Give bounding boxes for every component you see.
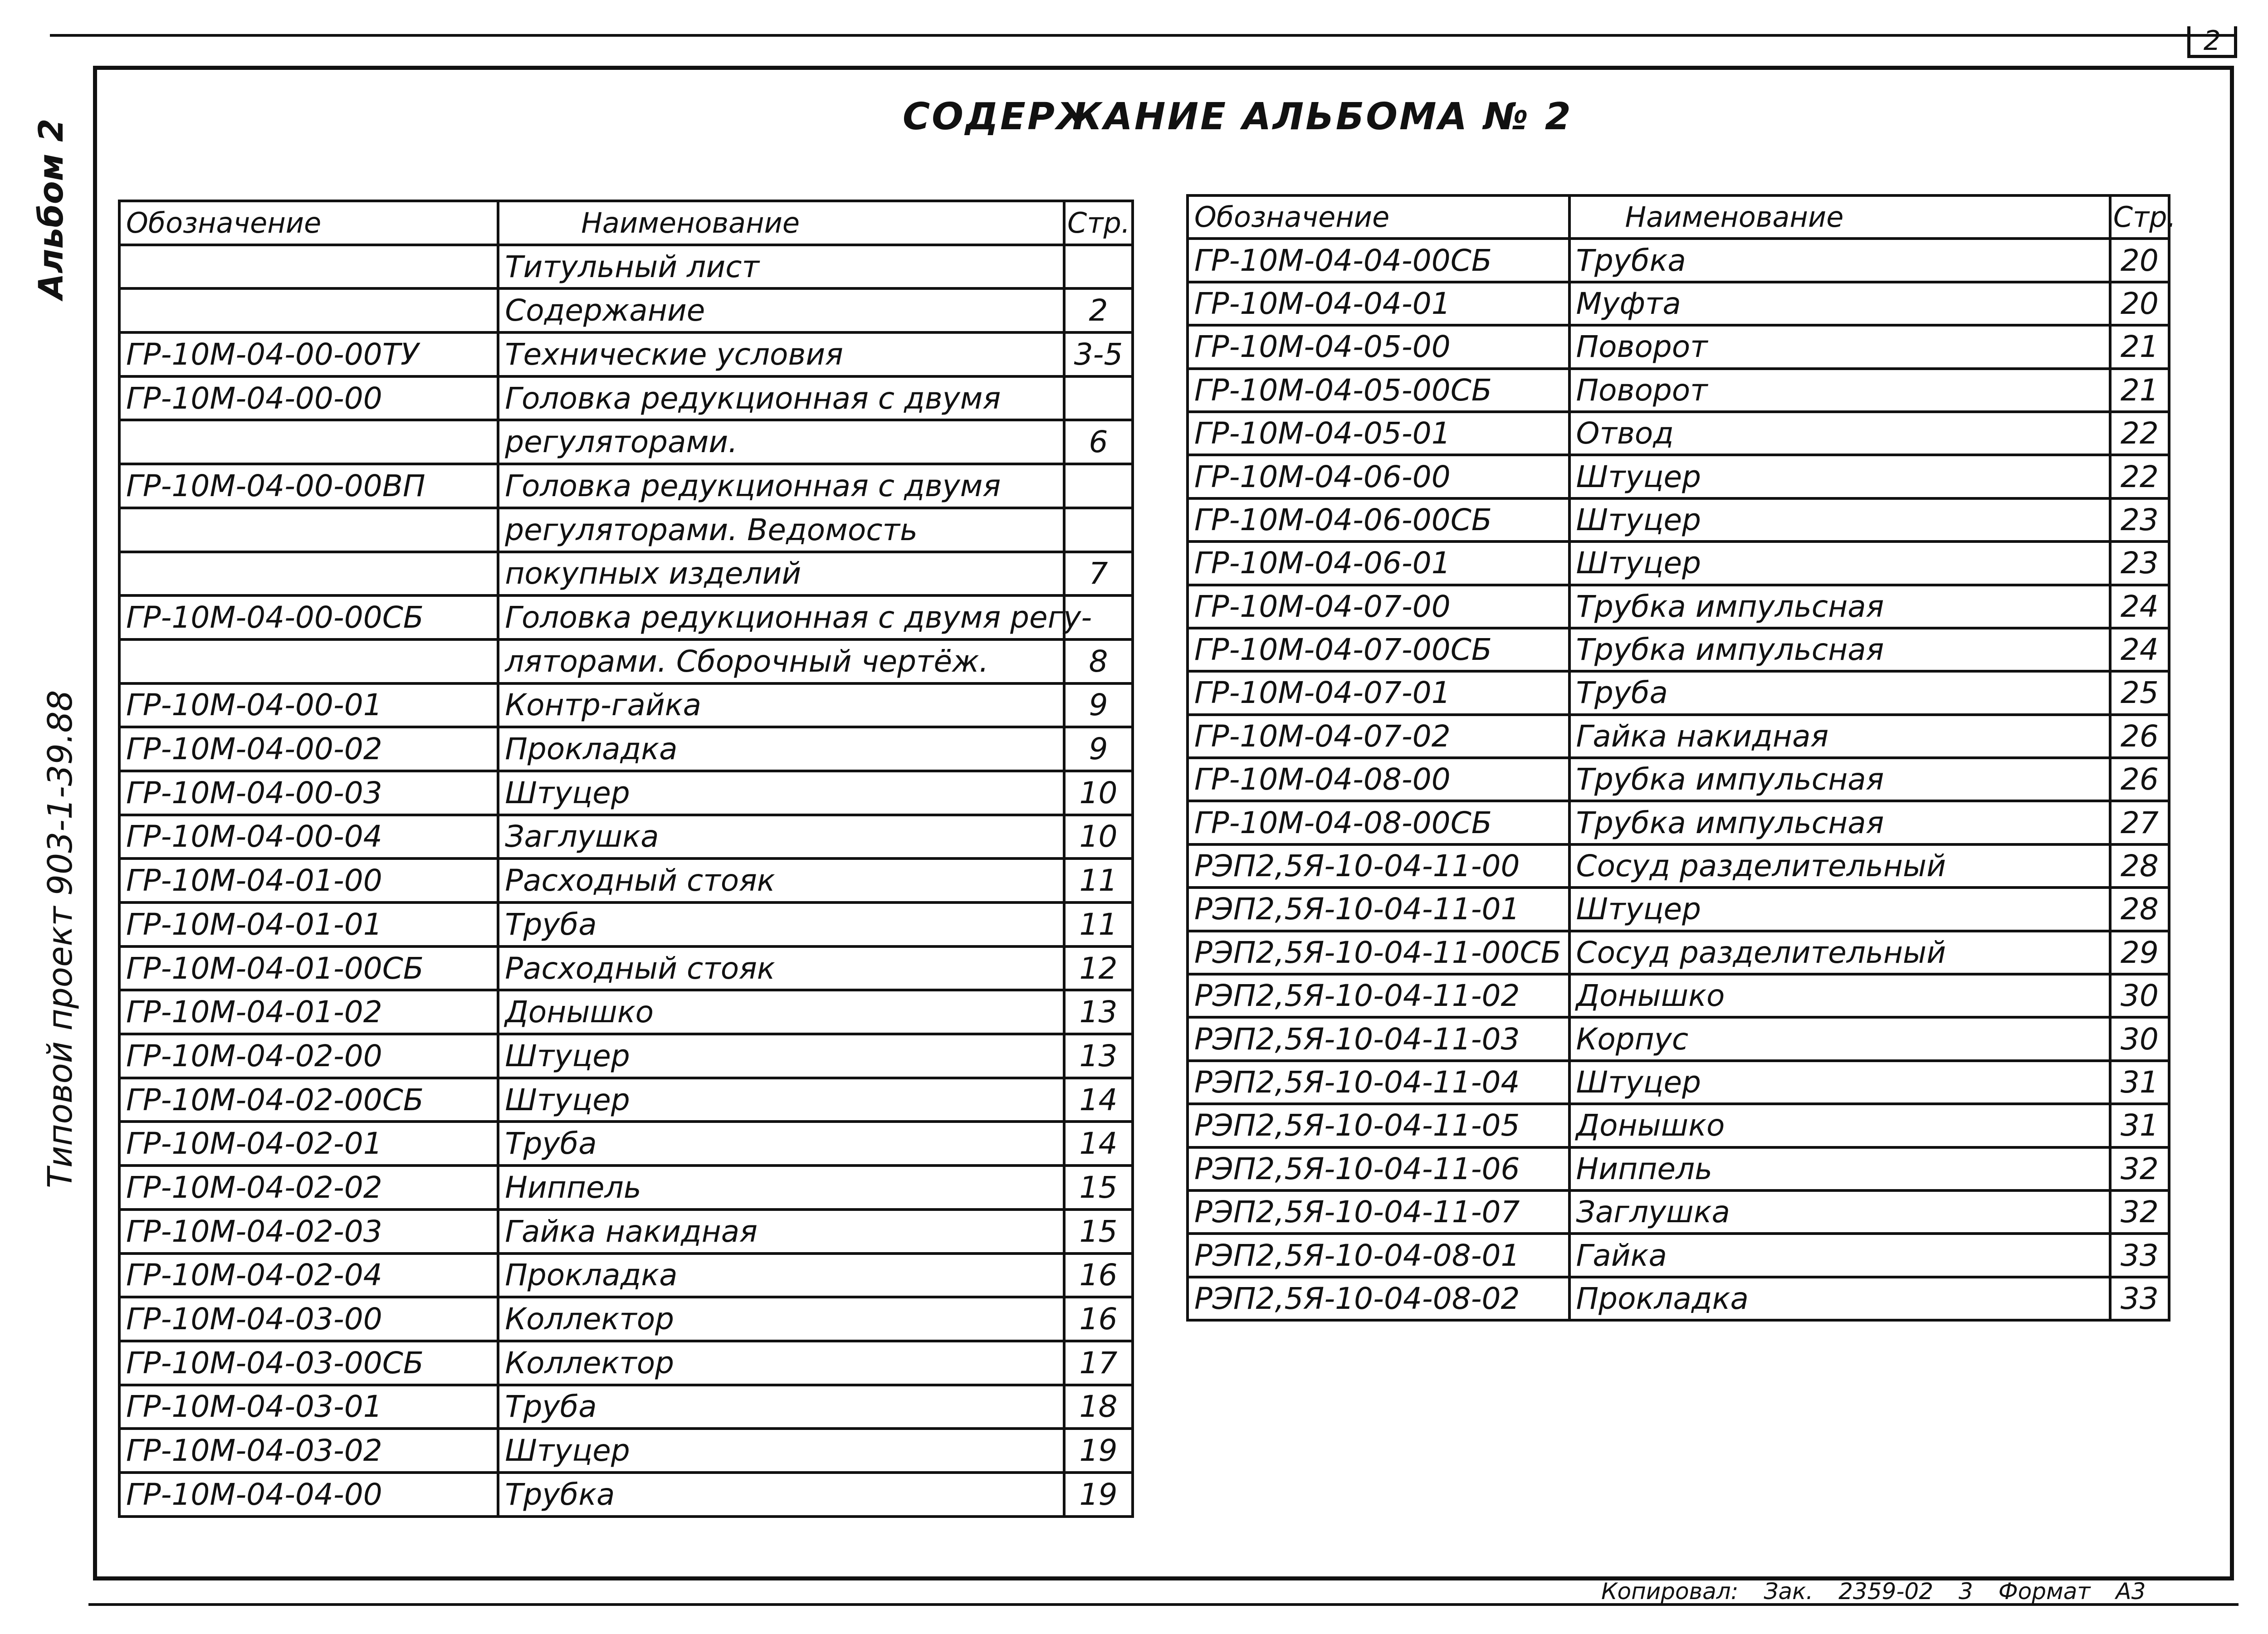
table-row: [119, 639, 1133, 683]
table-row: [1188, 498, 2169, 541]
table-row: [1188, 1104, 2169, 1147]
row-page: 20: [2110, 282, 2169, 325]
row-name: Труба: [498, 1385, 1064, 1429]
table-row: [119, 1254, 1133, 1297]
row-page: 15: [1064, 1210, 1133, 1254]
row-name: Гайка накидная: [498, 1210, 1064, 1254]
row-designation: ГР-10М-04-00-00: [119, 376, 498, 420]
row-page: 6: [1064, 420, 1133, 464]
table-row: [119, 946, 1133, 990]
row-name: Коллектор: [498, 1341, 1064, 1385]
row-designation: ГР-10М-04-03-02: [119, 1429, 498, 1473]
table-row: [119, 508, 1133, 552]
row-designation: ГР-10М-04-04-00СБ: [1188, 239, 1569, 282]
row-page: 26: [2110, 758, 2169, 801]
row-name: покупных изделий: [498, 552, 1064, 596]
table-row: [119, 858, 1133, 902]
row-page: 28: [2110, 888, 2169, 931]
row-name: Головка редукционная с двумя: [498, 376, 1064, 420]
row-page: 17: [1064, 1341, 1133, 1385]
row-name: Штуцер: [1569, 1061, 2110, 1104]
table-row: [1188, 931, 2169, 974]
table-row: [119, 420, 1133, 464]
row-page: 32: [2110, 1147, 2169, 1190]
row-designation: ГР-10М-04-06-00: [1188, 455, 1569, 498]
row-page: 31: [2110, 1061, 2169, 1104]
row-name: Сосуд разделительный: [1569, 844, 2110, 888]
table-header-row: [1188, 195, 2169, 239]
row-designation: [119, 288, 498, 332]
row-name: Гайка: [1569, 1234, 2110, 1277]
table-row: [1188, 671, 2169, 714]
row-name: Прокладка: [498, 727, 1064, 771]
row-name: Отвод: [1569, 412, 2110, 455]
table-row: [1188, 282, 2169, 325]
table-row: [119, 552, 1133, 596]
table-row: [1188, 888, 2169, 931]
row-designation: ГР-10М-04-00-00ВП: [119, 464, 498, 508]
row-name: Трубка импульсная: [1569, 801, 2110, 844]
header-name: Наименование: [1569, 195, 2110, 239]
footer-order: Зак. 2359-02: [1764, 1578, 1934, 1605]
row-designation: ГР-10М-04-08-00: [1188, 758, 1569, 801]
row-page: 18: [1064, 1385, 1133, 1429]
page-title: СОДЕРЖАНИЕ АЛЬБОМА № 2: [903, 95, 1573, 138]
row-designation: ГР-10М-04-03-00СБ: [119, 1341, 498, 1385]
row-designation: [119, 420, 498, 464]
row-name: Труба: [498, 902, 1064, 946]
row-designation: [119, 245, 498, 289]
row-name: Поворот: [1569, 325, 2110, 368]
row-designation: ГР-10М-04-02-02: [119, 1166, 498, 1210]
row-designation: ГР-10М-04-01-01: [119, 902, 498, 946]
row-page: 33: [2110, 1234, 2169, 1277]
row-page: [1064, 508, 1133, 552]
row-designation: РЭП2,5Я-10-04-11-02: [1188, 974, 1569, 1017]
row-page: 19: [1064, 1429, 1133, 1473]
row-designation: ГР-10М-04-02-00СБ: [119, 1078, 498, 1122]
row-designation: ГР-10М-04-01-02: [119, 990, 498, 1034]
table-row: [1188, 585, 2169, 628]
row-name: Штуцер: [498, 1429, 1064, 1473]
row-designation: ГР-10М-04-02-03: [119, 1210, 498, 1254]
row-name: регуляторами. Ведомость: [498, 508, 1064, 552]
row-page: 31: [2110, 1104, 2169, 1147]
row-name: Расходный стояк: [498, 946, 1064, 990]
row-designation: ГР-10М-04-05-00: [1188, 325, 1569, 368]
table-row: [119, 1166, 1133, 1210]
row-designation: ГР-10М-04-01-00СБ: [119, 946, 498, 990]
header-page: Стр.: [2110, 195, 2169, 239]
row-designation: ГР-10М-04-01-00: [119, 858, 498, 902]
row-designation: [119, 639, 498, 683]
row-page: 22: [2110, 412, 2169, 455]
row-designation: ГР-10М-04-06-00СБ: [1188, 498, 1569, 541]
row-designation: ГР-10М-04-05-00СБ: [1188, 369, 1569, 412]
table-row: [1188, 758, 2169, 801]
row-designation: ГР-10М-04-07-00СБ: [1188, 628, 1569, 671]
table-row: [1188, 325, 2169, 368]
row-name: Ниппель: [498, 1166, 1064, 1210]
table-row: [119, 1341, 1133, 1385]
row-name: Титульный лист: [498, 245, 1064, 289]
row-designation: ГР-10М-04-00-02: [119, 727, 498, 771]
row-designation: ГР-10М-04-04-01: [1188, 282, 1569, 325]
table-row: [119, 595, 1133, 639]
table-row: [1188, 1017, 2169, 1060]
table-row: [119, 902, 1133, 946]
table-row: [119, 245, 1133, 289]
table-row: [119, 332, 1133, 376]
row-name: Муфта: [1569, 282, 2110, 325]
row-designation: ГР-10М-04-02-00: [119, 1034, 498, 1078]
row-page: 12: [1064, 946, 1133, 990]
row-name: Труба: [498, 1122, 1064, 1166]
contents-body-left: [119, 245, 1133, 1517]
row-page: 24: [2110, 628, 2169, 671]
row-page: 9: [1064, 727, 1133, 771]
row-page: 30: [2110, 974, 2169, 1017]
row-name: Донышко: [1569, 1104, 2110, 1147]
row-designation: ГР-10М-04-02-01: [119, 1122, 498, 1166]
footer-copied-by: Копировал:: [1601, 1578, 1739, 1605]
row-page: 26: [2110, 715, 2169, 758]
header-designation: Обозначение: [1188, 195, 1569, 239]
row-designation: ГР-10М-04-07-00: [1188, 585, 1569, 628]
row-page: 14: [1064, 1122, 1133, 1166]
row-designation: ГР-10М-04-00-03: [119, 771, 498, 815]
table-row: [119, 771, 1133, 815]
row-page: 11: [1064, 902, 1133, 946]
row-name: Донышко: [1569, 974, 2110, 1017]
row-designation: ГР-10М-04-00-00ТУ: [119, 332, 498, 376]
table-row: [119, 1122, 1133, 1166]
table-row: [119, 727, 1133, 771]
row-page: 20: [2110, 239, 2169, 282]
table-row: [119, 815, 1133, 859]
row-name: Трубка: [1569, 239, 2110, 282]
row-designation: ГР-10М-04-02-04: [119, 1254, 498, 1297]
row-designation: [119, 508, 498, 552]
row-page: 23: [2110, 498, 2169, 541]
row-page: 30: [2110, 1017, 2169, 1060]
row-name: Штуцер: [1569, 455, 2110, 498]
row-page: 10: [1064, 815, 1133, 859]
row-page: 16: [1064, 1297, 1133, 1341]
row-name: Штуцер: [1569, 498, 2110, 541]
row-page: 19: [1064, 1473, 1133, 1517]
table-row: [1188, 455, 2169, 498]
row-name: Коллектор: [498, 1297, 1064, 1341]
table-row: [1188, 715, 2169, 758]
row-page: 7: [1064, 552, 1133, 596]
row-page: 13: [1064, 1034, 1133, 1078]
row-designation: [119, 552, 498, 596]
table-row: [1188, 541, 2169, 585]
row-designation: ГР-10М-04-03-01: [119, 1385, 498, 1429]
table-row: [119, 1210, 1133, 1254]
row-page: [1064, 464, 1133, 508]
row-name: Поворот: [1569, 369, 2110, 412]
row-designation: РЭП2,5Я-10-04-11-01: [1188, 888, 1569, 931]
row-name: Труба: [1569, 671, 2110, 714]
row-designation: РЭП2,5Я-10-04-11-03: [1188, 1017, 1569, 1060]
row-name: Содержание: [498, 288, 1064, 332]
row-page: 28: [2110, 844, 2169, 888]
contents-body-right: [1188, 239, 2169, 1320]
project-side-label: Типовой проект 903-1-39.88: [41, 690, 80, 1188]
row-designation: ГР-10М-04-07-02: [1188, 715, 1569, 758]
row-designation: РЭП2,5Я-10-04-11-00: [1188, 844, 1569, 888]
row-name: Технические условия: [498, 332, 1064, 376]
row-page: 10: [1064, 771, 1133, 815]
footer-sheet: 3: [1958, 1578, 1973, 1605]
row-designation: ГР-10М-04-00-04: [119, 815, 498, 859]
row-name: Трубка: [498, 1473, 1064, 1517]
row-name: Прокладка: [1569, 1277, 2110, 1320]
table-row: [1188, 412, 2169, 455]
row-designation: ГР-10М-04-06-01: [1188, 541, 1569, 585]
row-designation: ГР-10М-04-05-01: [1188, 412, 1569, 455]
row-page: 13: [1064, 990, 1133, 1034]
row-designation: ГР-10М-04-07-01: [1188, 671, 1569, 714]
row-page: [1064, 376, 1133, 420]
table-row: [119, 288, 1133, 332]
row-name: Контр-гайка: [498, 683, 1064, 727]
table-row: [119, 1385, 1133, 1429]
row-page: 33: [2110, 1277, 2169, 1320]
row-name: Донышко: [498, 990, 1064, 1034]
table-row: [1188, 628, 2169, 671]
header-designation: Обозначение: [119, 201, 498, 245]
album-side-label: Альбом 2: [32, 118, 71, 299]
table-row: [1188, 801, 2169, 844]
table-row: [119, 1078, 1133, 1122]
row-name: регуляторами.: [498, 420, 1064, 464]
row-designation: ГР-10М-04-00-01: [119, 683, 498, 727]
table-row: [1188, 1234, 2169, 1277]
row-name: Заглушка: [1569, 1190, 2110, 1234]
table-row: [1188, 1190, 2169, 1234]
row-designation: РЭП2,5Я-10-04-08-01: [1188, 1234, 1569, 1277]
row-page: 8: [1064, 639, 1133, 683]
footer-format: Формат А3: [1998, 1578, 2146, 1605]
row-page: 9: [1064, 683, 1133, 727]
table-row: [1188, 974, 2169, 1017]
row-name: Штуцер: [498, 1078, 1064, 1122]
row-page: 29: [2110, 931, 2169, 974]
row-page: 25: [2110, 671, 2169, 714]
table-row: [1188, 369, 2169, 412]
row-page: 16: [1064, 1254, 1133, 1297]
row-designation: РЭП2,5Я-10-04-11-00СБ: [1188, 931, 1569, 974]
table-row: [119, 990, 1133, 1034]
table-row: [119, 1297, 1133, 1341]
row-designation: РЭП2,5Я-10-04-11-06: [1188, 1147, 1569, 1190]
table-row: [119, 376, 1133, 420]
row-page: 21: [2110, 325, 2169, 368]
row-name: Штуцер: [498, 1034, 1064, 1078]
header-page: Стр.: [1064, 201, 1133, 245]
row-name: Прокладка: [498, 1254, 1064, 1297]
row-designation: РЭП2,5Я-10-04-08-02: [1188, 1277, 1569, 1320]
table-row: [119, 1473, 1133, 1517]
row-name: Расходный стояк: [498, 858, 1064, 902]
row-page: 15: [1064, 1166, 1133, 1210]
row-name: Заглушка: [498, 815, 1064, 859]
table-row: [119, 1429, 1133, 1473]
row-page: 32: [2110, 1190, 2169, 1234]
row-name: Головка редукционная с двумя регу-: [498, 595, 1064, 639]
table-row: [119, 683, 1133, 727]
table-row: [119, 464, 1133, 508]
row-designation: ГР-10М-04-03-00: [119, 1297, 498, 1341]
row-name: Штуцер: [498, 771, 1064, 815]
footer-stamp: [1601, 1578, 2146, 1605]
row-page: 3-5: [1064, 332, 1133, 376]
contents-table-left: [118, 200, 1134, 1518]
top-border-line: [50, 34, 2236, 37]
table-row: [1188, 239, 2169, 282]
row-name: Трубка импульсная: [1569, 585, 2110, 628]
row-name: Штуцер: [1569, 541, 2110, 585]
table-header-row: [119, 201, 1133, 245]
table-row: [1188, 1061, 2169, 1104]
page-number: 2: [2187, 26, 2237, 58]
row-designation: ГР-10М-04-08-00СБ: [1188, 801, 1569, 844]
row-page: 21: [2110, 369, 2169, 412]
row-name: Гайка накидная: [1569, 715, 2110, 758]
row-page: [1064, 245, 1133, 289]
row-name: Трубка импульсная: [1569, 758, 2110, 801]
row-designation: РЭП2,5Я-10-04-11-04: [1188, 1061, 1569, 1104]
row-page: 2: [1064, 288, 1133, 332]
header-name: Наименование: [498, 201, 1064, 245]
row-name: Головка редукционная с двумя: [498, 464, 1064, 508]
row-name: ляторами. Сборочный чертёж.: [498, 639, 1064, 683]
row-designation: РЭП2,5Я-10-04-11-07: [1188, 1190, 1569, 1234]
contents-table-right: [1186, 194, 2176, 1322]
row-page: 23: [2110, 541, 2169, 585]
table-row: [1188, 1277, 2169, 1320]
row-name: Сосуд разделительный: [1569, 931, 2110, 974]
table-row: [1188, 1147, 2169, 1190]
row-name: Корпус: [1569, 1017, 2110, 1060]
row-page: 14: [1064, 1078, 1133, 1122]
table-row: [1188, 844, 2169, 888]
row-designation: ГР-10М-04-00-00СБ: [119, 595, 498, 639]
row-page: 11: [1064, 858, 1133, 902]
row-page: 27: [2110, 801, 2169, 844]
row-name: Ниппель: [1569, 1147, 2110, 1190]
row-page: 22: [2110, 455, 2169, 498]
row-page: 24: [2110, 585, 2169, 628]
table-row: [119, 1034, 1133, 1078]
row-designation: ГР-10М-04-04-00: [119, 1473, 498, 1517]
row-name: Трубка импульсная: [1569, 628, 2110, 671]
row-designation: РЭП2,5Я-10-04-11-05: [1188, 1104, 1569, 1147]
row-name: Штуцер: [1569, 888, 2110, 931]
